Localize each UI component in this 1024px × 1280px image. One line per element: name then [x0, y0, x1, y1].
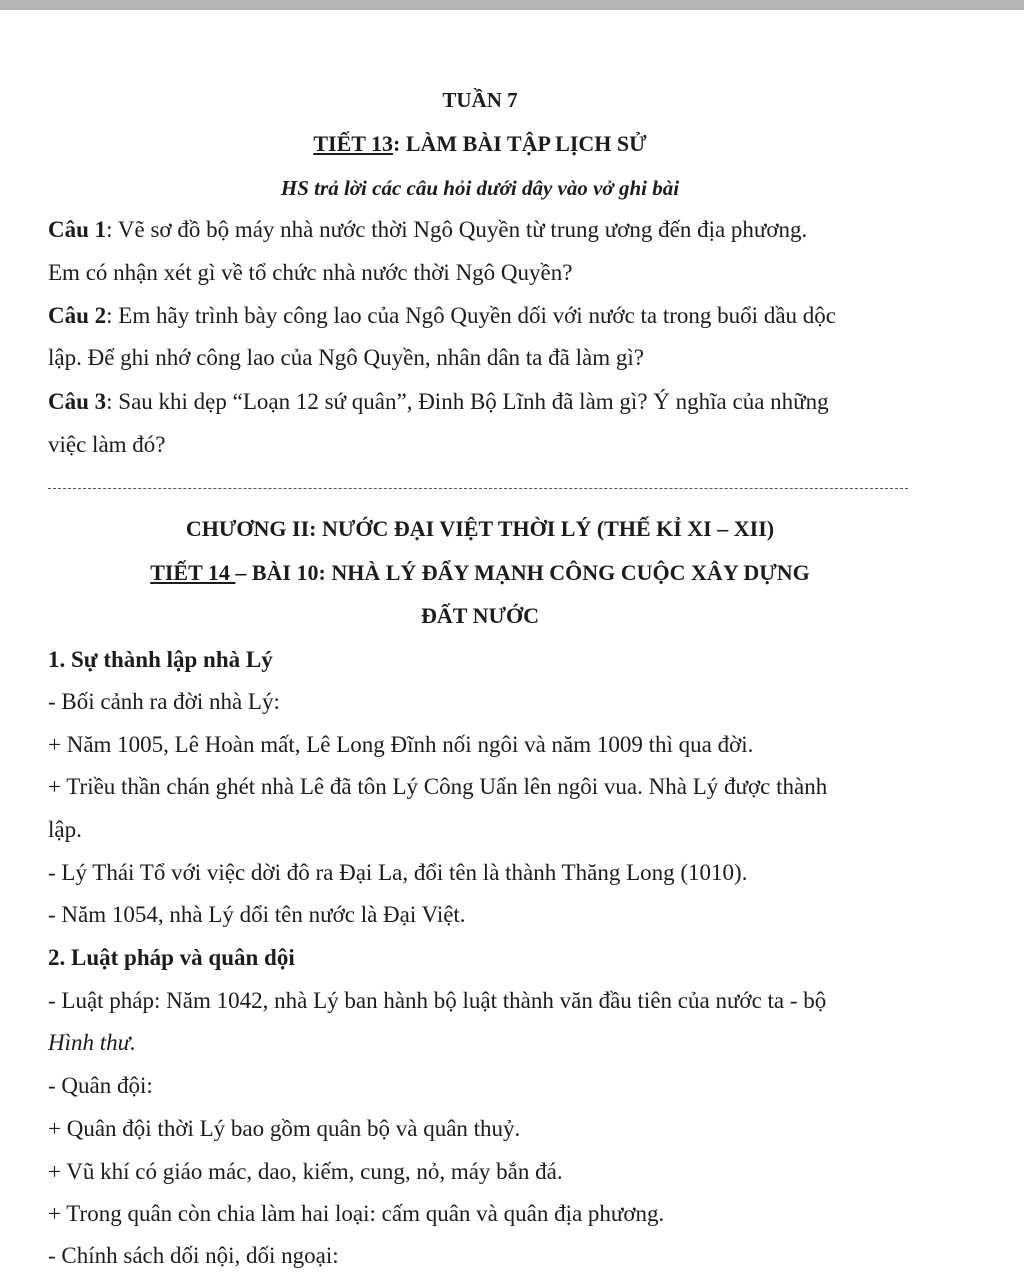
question-label: Câu 1 — [48, 217, 107, 242]
section-1-line: + Năm 1005, Lê Hoàn mất, Lê Long Đĩnh nối ngôi và năm 1009 thì qua đời. — [48, 732, 754, 757]
section-1-line: lập. — [48, 817, 82, 842]
question-1-cont: Em có nhận xét gì về tổ chức nhà nước thời Ngô Quyền? — [48, 260, 573, 285]
divider — [48, 488, 908, 489]
law-book: Hình thư. — [48, 1030, 136, 1055]
law-line: - Luật pháp: Năm 1042, nhà Lý ban hành bộ luật thành văn đầu tiên của nước ta - bộ — [48, 988, 827, 1013]
section-2-heading: 2. Luật pháp và quân dội — [48, 945, 295, 970]
lesson-13-title — [0, 131, 960, 157]
week-title: TUẦN 7 — [442, 88, 518, 112]
question-label: Câu 2 — [48, 303, 107, 328]
section-1-line: - Năm 1054, nhà Lý dổi tên nước là Đại Việt. — [48, 902, 466, 927]
section-2-line: - Chính sách dối nội, dối ngoại: — [48, 1243, 339, 1268]
question-text: : Em hãy trình bày công lao của Ngô Quyền dối với nước ta trong buổi dầu dộc — [106, 303, 836, 328]
section-1-line: - Lý Thái Tổ với việc dời đô ra Đại La, đổi tên là thành Thăng Long (1010). — [48, 860, 748, 885]
question-text: : Vẽ sơ đồ bộ máy nhà nước thời Ngô Quyền từ trung ương đến địa phương. — [106, 217, 808, 242]
section-2-line: + Trong quân còn chia làm hai loại: cấm quân và quân địa phương. — [48, 1201, 665, 1226]
chapter-title: CHƯƠNG II: NƯỚC ĐẠI VIỆT THỜI LÝ (THẾ KỈ XI – XII) — [185, 516, 775, 541]
question-3-cont: việc làm đó? — [48, 432, 166, 457]
instruction: HS trả lời các câu hỏi dưới dây vào vở ghi bài — [280, 176, 680, 200]
lesson-14-rest: – BÀI 10: NHÀ LÝ ĐẨY MẠNH CÔNG CUỘC XÂY DỰNG — [235, 560, 810, 585]
section-2-line: + Vũ khí có giáo mác, dao, kiếm, cung, nỏ, máy bắn đá. — [48, 1159, 563, 1184]
section-2-line: - Quân đội: — [48, 1073, 153, 1098]
question-1 — [48, 217, 918, 243]
question-3 — [48, 389, 918, 415]
question-2 — [48, 303, 918, 329]
question-label: Câu 3 — [48, 389, 107, 414]
section-1-heading: 1. Sự thành lập nhà Lý — [48, 647, 273, 672]
question-text: : Sau khi dẹp “Loạn 12 sứ quân”, Đinh Bộ Lĩnh đã làm gì? Ý nghĩa của những — [106, 389, 829, 414]
lesson-14-label: TIẾT 14 — [150, 560, 236, 585]
lesson-14-title-cont: ĐẤT NƯỚC — [421, 603, 539, 628]
lesson-13-label: TIẾT 13 — [313, 131, 394, 156]
top-bar — [0, 0, 1024, 10]
section-1-line: + Triều thần chán ghét nhà Lê đã tôn Lý Công Uẩn lên ngôi vua. Nhà Lý được thành — [48, 774, 828, 799]
lesson-14-title — [0, 560, 960, 586]
lesson-13-rest: : LÀM BÀI TẬP LỊCH SỬ — [393, 131, 647, 156]
question-2-cont: lập. Để ghi nhớ công lao của Ngô Quyền, nhân dân ta đã làm gì? — [48, 345, 644, 370]
section-1-line: - Bối cảnh ra đời nhà Lý: — [48, 689, 280, 714]
section-2-line: + Quân đội thời Lý bao gồm quân bộ và quân thuỷ. — [48, 1116, 521, 1141]
